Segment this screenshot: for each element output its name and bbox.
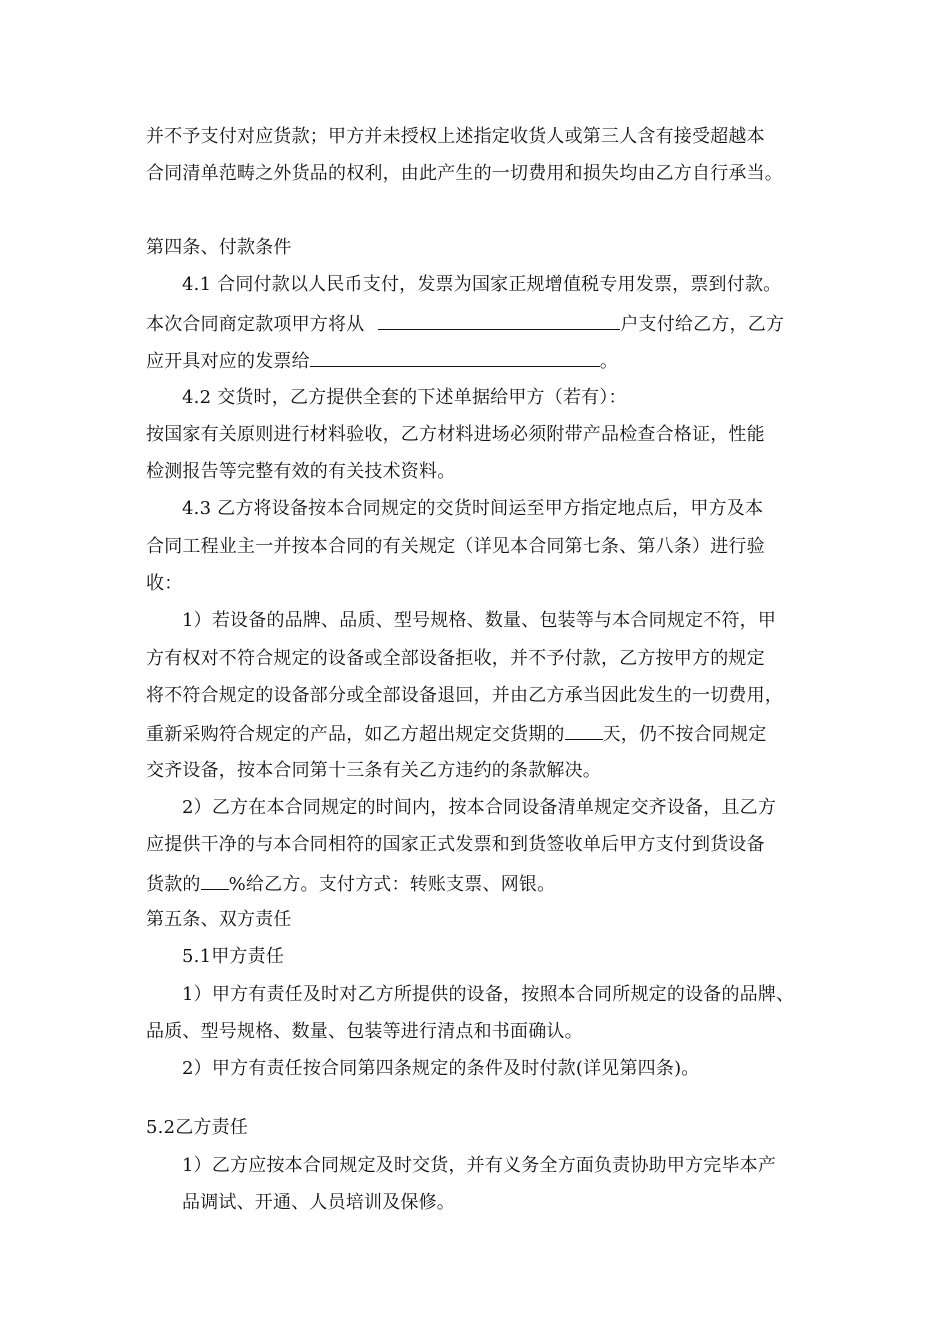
text-line: 并不予支付对应货款；甲方并未授权上述指定收货人或第三人含有接受超越本: [146, 126, 765, 147]
text-line-with-blank: [146, 722, 766, 746]
text-line: 品调试、开通、人员培训及保修。: [182, 1192, 455, 1213]
text-line: 2）甲方有责任按合同第四条规定的条件及时付款(详见第四条)。: [182, 1058, 700, 1079]
text-line: 品质、型号规格、数量、包装等进行清点和书面确认。: [146, 1021, 583, 1042]
text-line: 方有权对不符合规定的设备或全部设备拒收，并不予付款，乙方按甲方的规定: [146, 648, 765, 669]
text-line: 2）乙方在本合同规定的时间内，按本合同设备清单规定交齐设备，且乙方: [182, 797, 777, 818]
text-line: 1）乙方应按本合同规定及时交货，并有义务全方面负责协助甲方完毕本产: [182, 1155, 777, 1176]
text-segment: 货款的: [146, 874, 201, 895]
fill-in-blank: [201, 872, 229, 890]
text-line: 1）甲方有责任及时对乙方所提供的设备，按照本合同所规定的设备的品牌、: [182, 984, 795, 1005]
text-line-with-blank: [146, 312, 784, 336]
fill-in-blank: [310, 349, 600, 367]
text-line: 4.1 合同付款以人民币支付，发票为国家正规增值税专用发票，票到付款。: [182, 274, 782, 295]
text-line: 按国家有关原则进行材料验收，乙方材料进场必须附带产品检查合格证，性能: [146, 424, 765, 445]
fill-in-blank: [565, 722, 603, 740]
text-line: 1）若设备的品牌、品质、型号规格、数量、包装等与本合同规定不符，甲: [182, 610, 777, 631]
subsection-heading: 5.1甲方责任: [182, 946, 285, 967]
text-segment: 本次合同商定款项甲方将从: [146, 314, 365, 335]
text-line: 交齐设备，按本合同第十三条有关乙方违约的条款解决。: [146, 760, 601, 781]
text-line: 应提供干净的与本合同相符的国家正式发票和到货签收单后甲方支付到货设备: [146, 834, 765, 855]
text-line-with-blank: [146, 349, 618, 373]
section-heading: 第五条、双方责任: [146, 909, 292, 930]
text-line: 合同工程业主一并按本合同的有关规定（详见本合同第七条、第八条）进行验: [146, 536, 765, 557]
text-line: 检测报告等完整有效的有关技术资料。: [146, 461, 456, 482]
text-segment: 应开具对应的发票给: [146, 351, 310, 372]
text-segment: 。: [599, 351, 619, 372]
text-line-with-blank: [146, 872, 555, 896]
text-line: 4.3 乙方将设备按本合同规定的交货时间运至甲方指定地点后，甲方及本: [182, 498, 764, 519]
text-line: 合同清单范畴之外货品的权利，由此产生的一切费用和损失均由乙方自行承当。: [146, 163, 783, 184]
text-segment: 天，仍不按合同规定: [602, 724, 767, 745]
subsection-heading: 5.2乙方责任: [146, 1117, 249, 1138]
text-line: 4.2 交货时，乙方提供全套的下述单据给甲方（若有）：: [182, 387, 627, 408]
text-segment: %给乙方。支付方式：转账支票、网银。: [228, 874, 556, 895]
text-segment: 重新采购符合规定的产品，如乙方超出规定交货期的: [146, 724, 565, 745]
text-segment: 户支付给乙方，乙方: [620, 314, 785, 335]
text-line: 收：: [146, 573, 183, 594]
section-heading: 第四条、付款条件: [146, 237, 292, 258]
fill-in-blank: [378, 312, 620, 330]
text-line: 将不符合规定的设备部分或全部设备退回，并由乙方承当因此发生的一切费用，: [146, 685, 783, 706]
